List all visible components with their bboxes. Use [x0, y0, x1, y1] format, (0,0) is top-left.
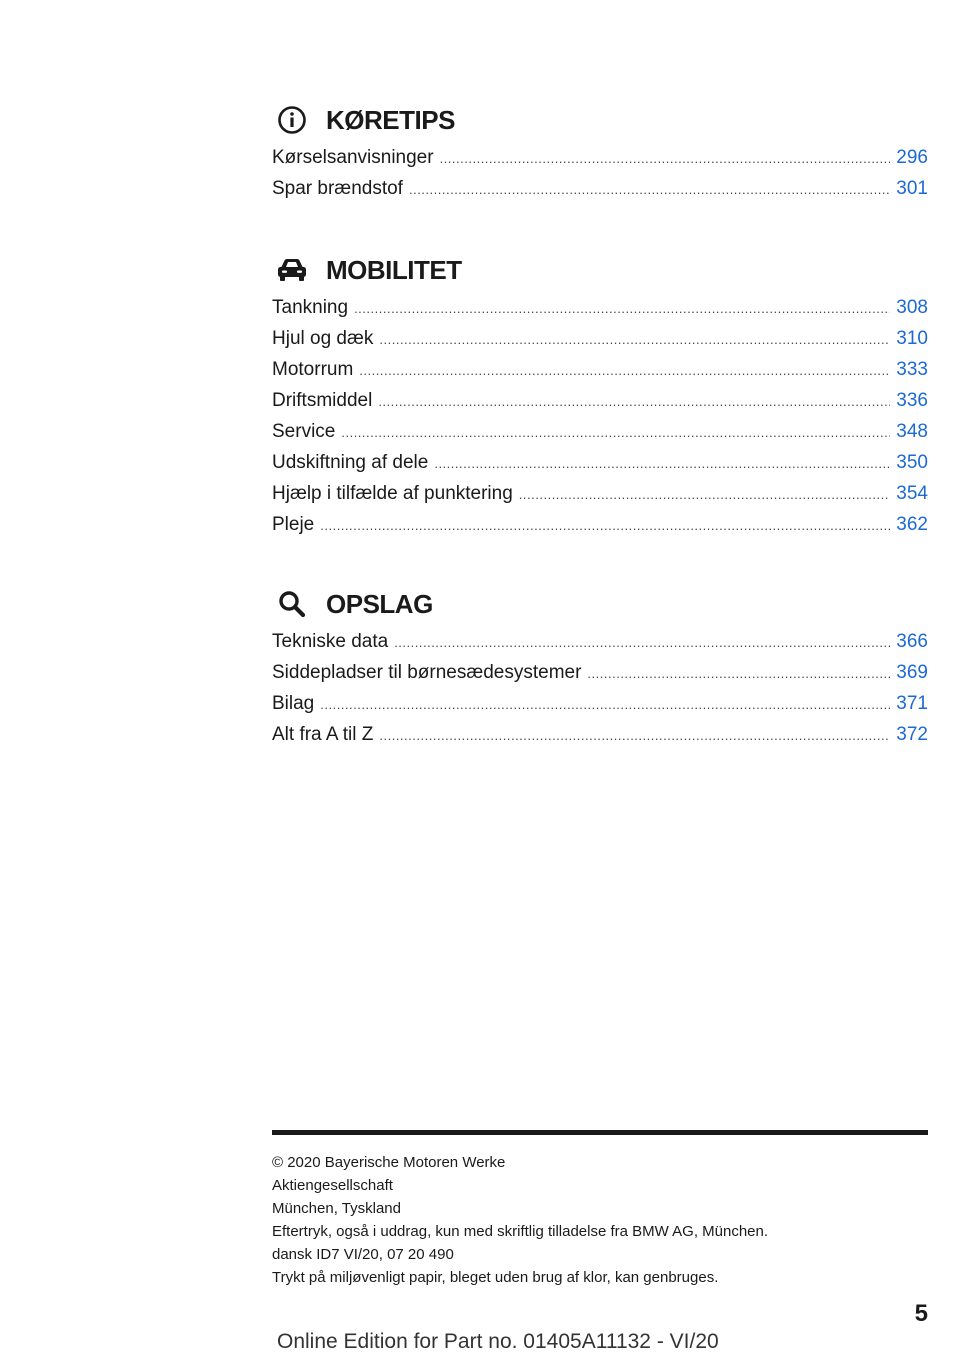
leader-dots [587, 658, 890, 689]
leader-dots [320, 689, 890, 720]
page-number: 5 [914, 1300, 928, 1327]
toc-page-link[interactable]: 348 [896, 421, 928, 442]
toc-entry-label: Hjælp i tilfælde af punktering [272, 483, 513, 504]
toc-entry-label: Alt fra A til Z [272, 724, 374, 745]
toc-entry-label: Pleje [272, 514, 315, 535]
toc-entry[interactable] [272, 416, 928, 447]
leader-dots [354, 293, 890, 324]
toc-entry-label: Spar brændstof [272, 178, 403, 199]
leader-dots [440, 143, 891, 174]
watermark: Online Edition for Part no. 01405A11132 - VI/20 [277, 1330, 719, 1353]
toc-page-link[interactable]: 296 [896, 147, 928, 168]
toc-page-link[interactable]: 369 [896, 662, 928, 683]
section-opslag [272, 584, 928, 750]
leader-dots [409, 174, 890, 205]
toc-page-link[interactable]: 308 [896, 297, 928, 318]
section-koeretips [272, 100, 928, 204]
section-title: KØRETIPS [326, 104, 455, 135]
toc-entry[interactable] [272, 354, 928, 385]
table-of-contents [272, 100, 928, 750]
toc-entry[interactable] [272, 657, 928, 688]
toc-page-link[interactable]: 354 [896, 483, 928, 504]
toc-page-link[interactable]: 371 [896, 693, 928, 714]
divider [272, 1130, 928, 1135]
toc-page-link[interactable]: 310 [896, 328, 928, 349]
toc-entry[interactable] [272, 447, 928, 478]
leader-dots [359, 355, 890, 386]
section-header [272, 250, 928, 290]
imprint-line: © 2020 Bayerische Motoren Werke [272, 1154, 506, 1171]
leader-dots [434, 448, 890, 479]
toc-entry[interactable] [272, 719, 928, 750]
toc-entry-label: Udskiftning af dele [272, 452, 429, 473]
section-mobilitet [272, 250, 928, 540]
toc-entry-label: Tekniske data [272, 631, 389, 652]
toc-entry-label: Tankning [272, 297, 349, 318]
leader-dots [320, 510, 890, 541]
car-icon [272, 250, 312, 290]
toc-entry[interactable] [272, 323, 928, 354]
section-title: MOBILITET [326, 254, 462, 285]
imprint-line: Aktiengesellschaft [272, 1177, 393, 1194]
section-header [272, 100, 928, 140]
toc-entry-label: Bilag [272, 693, 315, 714]
leader-dots [378, 386, 890, 417]
toc-page-link[interactable]: 333 [896, 359, 928, 380]
imprint [272, 1130, 928, 1289]
leader-dots [394, 627, 890, 658]
leader-dots [379, 324, 890, 355]
leader-dots [379, 720, 890, 751]
toc-page-link[interactable]: 372 [896, 724, 928, 745]
toc-entry-label: Motorrum [272, 359, 354, 380]
toc-entry[interactable] [272, 292, 928, 323]
toc-page-link[interactable]: 350 [896, 452, 928, 473]
imprint-line: Trykt på miljøvenligt papir, bleget uden brug af klor, kan genbruges. [272, 1269, 719, 1286]
toc-page-link[interactable]: 362 [896, 514, 928, 535]
toc-page-link[interactable]: 366 [896, 631, 928, 652]
toc-entry-label: Siddepladser til børnesædesystemer [272, 662, 582, 683]
toc-entry-label: Hjul og dæk [272, 328, 374, 349]
section-title: OPSLAG [326, 588, 433, 619]
search-icon [272, 584, 312, 624]
section-header [272, 584, 928, 624]
imprint-line: München, Tyskland [272, 1200, 401, 1217]
toc-entry[interactable] [272, 509, 928, 540]
leader-dots [341, 417, 890, 448]
toc-entry[interactable] [272, 385, 928, 416]
toc-page-link[interactable]: 301 [896, 178, 928, 199]
imprint-line: dansk ID7 VI/20, 07 20 490 [272, 1246, 454, 1263]
toc-entry-label: Driftsmiddel [272, 390, 373, 411]
toc-entry[interactable] [272, 688, 928, 719]
toc-entry[interactable] [272, 626, 928, 657]
leader-dots [519, 479, 891, 510]
imprint-line: Eftertryk, også i uddrag, kun med skriftlig tilladelse fra BMW AG, München. [272, 1223, 769, 1240]
toc-page-link[interactable]: 336 [896, 390, 928, 411]
toc-entry[interactable] [272, 173, 928, 204]
toc-entry-label: Service [272, 421, 336, 442]
toc-entry[interactable] [272, 478, 928, 509]
toc-entry[interactable] [272, 142, 928, 173]
info-icon [272, 100, 312, 140]
toc-entry-label: Kørselsanvisninger [272, 147, 434, 168]
